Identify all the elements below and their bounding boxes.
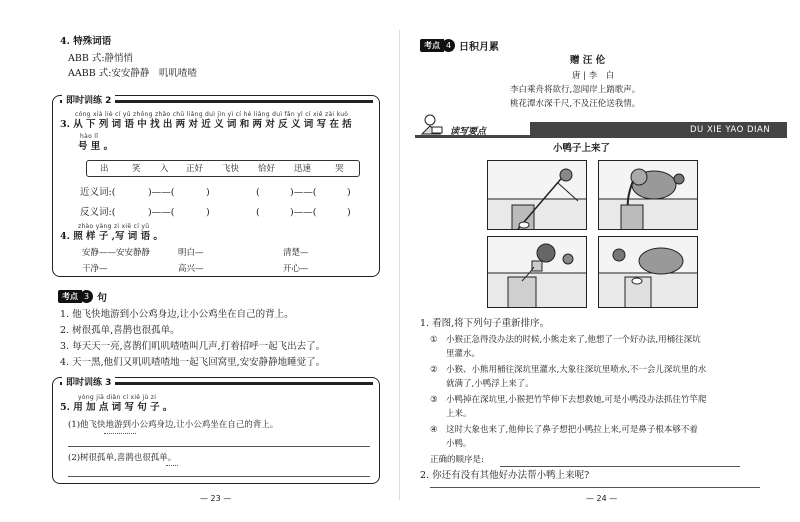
option-4-num: ④ bbox=[430, 425, 438, 435]
example-4: 干净— bbox=[82, 264, 108, 274]
q5-pinyin: yòng jiā diǎn cí xiě jù zi bbox=[78, 394, 157, 401]
order-label: 正确的顺序是: bbox=[430, 455, 484, 465]
antonym-pair-2-close: ) bbox=[347, 207, 351, 218]
option-1-num: ① bbox=[430, 335, 438, 345]
word-5: 飞快 bbox=[222, 164, 240, 174]
q3-question-2: 号 里 。 bbox=[78, 141, 114, 152]
word-3: 入 bbox=[160, 164, 169, 174]
poem-line-1: 李白乘舟将欲行,忽闻岸上踏歌声。 bbox=[510, 85, 641, 95]
banner-english: DU XIE YAO DIAN bbox=[690, 125, 771, 135]
kaodian-label: 考点 bbox=[420, 39, 444, 52]
answer-line-2[interactable] bbox=[68, 476, 370, 477]
q5-item-2: (2)树很孤单,喜鹊也很孤单。 bbox=[68, 453, 177, 463]
aabb-example: AABB 式:安安静静 叽叽喳喳 bbox=[68, 68, 197, 79]
poem-author: 唐 | 李 白 bbox=[572, 71, 615, 81]
story-title: 小鸭子上来了 bbox=[553, 143, 611, 154]
drill-2-tag: 即时训练 2 bbox=[62, 93, 115, 106]
q4-question: 4. 照 样 子 ,写 词 语 。 bbox=[60, 231, 163, 242]
kaodian-title: 日积月累 bbox=[459, 41, 499, 53]
option-2-line-1: 小猴、小熊用桶往深坑里灌水,大象往深坑里喷水,不一会儿深坑里的水 bbox=[446, 365, 707, 375]
emphasis-dots-2 bbox=[166, 465, 178, 466]
option-3-line-1: 小鸭掉在深坑里,小猴把竹竿伸下去想救她,可是小鸭没办法抓住竹竿爬 bbox=[446, 395, 707, 405]
option-1-line-1: 小猴正急得没办法的时候,小熊走来了,他想了一个好办法,用桶往深坑 bbox=[446, 335, 701, 345]
synonym-pair-1-mid: )——( bbox=[148, 187, 175, 198]
sentence-2: 2. 树很孤单,喜鹊也很孤单。 bbox=[60, 325, 180, 336]
reading-child-icon bbox=[418, 112, 446, 136]
q5-item-1: (1)他飞快地游到小公鸡身边,让小公鸡坐在自己的背上。 bbox=[68, 420, 279, 430]
kaodian-3-header bbox=[58, 289, 107, 303]
word-6: 恰好 bbox=[258, 164, 276, 174]
antonym-pair-1-close: ) bbox=[206, 207, 210, 218]
q3-pinyin-2: hào lǐ bbox=[80, 133, 99, 140]
synonym-pair-2-open: ( bbox=[256, 187, 260, 198]
antonym-label: 反义词:( bbox=[80, 207, 116, 218]
monkey-pole-illustration bbox=[488, 161, 587, 230]
option-2-num: ② bbox=[430, 365, 438, 375]
page-number-right: — 24 — bbox=[586, 494, 618, 503]
poem-title: 赠 汪 伦 bbox=[570, 55, 606, 66]
option-3-line-2: 上来。 bbox=[446, 409, 472, 419]
example-6: 开心— bbox=[283, 264, 309, 274]
kaodian-number: 3 bbox=[80, 290, 93, 303]
page-number-left: — 23 — bbox=[200, 494, 232, 503]
q3-question: 3. 从 下 列 词 语 中 找 出 两 对 近 义 词 和 两 对 反 义 词 写 在 括 bbox=[60, 119, 352, 130]
option-2-line-2: 就满了,小鸭浮上来了。 bbox=[446, 379, 534, 389]
question-2: 2. 你还有没有其他好办法帮小鸭上来呢? bbox=[420, 470, 590, 481]
antonym-pair-2-open: ( bbox=[256, 207, 260, 218]
word-4: 正好 bbox=[186, 164, 204, 174]
word-1: 出 bbox=[100, 164, 109, 174]
option-1-line-2: 里灌水。 bbox=[446, 349, 481, 359]
synonym-pair-2-mid: )——( bbox=[290, 187, 317, 198]
sentence-3: 3. 每天天一亮,喜鹊们叽叽喳喳叫几声,打着招呼一起飞出去了。 bbox=[60, 341, 326, 352]
bear-bucket-illustration bbox=[488, 237, 587, 308]
q4-pinyin: zhào yàng zi xiě cí yǔ bbox=[78, 223, 150, 230]
example-5: 高兴— bbox=[178, 264, 204, 274]
kaodian-number: 4 bbox=[442, 39, 455, 52]
antonym-pair-1-mid: )——( bbox=[148, 207, 175, 218]
q3-pinyin: cóng xià liè cí yǔ zhōng zhǎo chū liǎng duì jìn yì cí hé liǎng duì fǎn yì cí xiě zài kuò bbox=[75, 111, 349, 118]
word-2: 笑 bbox=[132, 164, 141, 174]
example-3: 清楚— bbox=[283, 248, 309, 258]
word-7: 迅速 bbox=[294, 164, 312, 174]
synonym-pair-2-close: ) bbox=[347, 187, 351, 198]
picture-panel-4 bbox=[598, 236, 698, 308]
order-answer-line[interactable] bbox=[500, 466, 740, 467]
picture-panel-3 bbox=[487, 236, 587, 308]
option-4-line-2: 小鸭。 bbox=[446, 439, 472, 449]
option-3-num: ③ bbox=[430, 395, 438, 405]
abb-example: ABB 式:静悄悄 bbox=[68, 53, 134, 64]
duck-rescued-illustration bbox=[599, 237, 698, 308]
elephant-trunk-illustration bbox=[599, 161, 698, 230]
example-1: 安静——安安静静 bbox=[82, 248, 151, 258]
question-2-answer-line[interactable] bbox=[430, 487, 760, 488]
antonym-pair-2-mid: )——( bbox=[290, 207, 317, 218]
example-2: 明白— bbox=[178, 248, 204, 258]
question-1: 1. 看图,将下列句子重新排序。 bbox=[420, 318, 550, 329]
synonym-pair-1-close: ) bbox=[206, 187, 210, 198]
picture-panel-1 bbox=[487, 160, 587, 230]
word-8: 哭 bbox=[335, 164, 344, 174]
answer-line-1[interactable] bbox=[68, 446, 370, 447]
sentence-1: 1. 他飞快地游到小公鸡身边,让小公鸡坐在自己的背上。 bbox=[60, 309, 294, 320]
q5-question: 5. 用 加 点 词 写 句 子 。 bbox=[60, 402, 173, 413]
kaodian-4-header bbox=[420, 38, 499, 52]
synonym-label: 近义词:( bbox=[80, 187, 116, 198]
drill-3-tag: 即时训练 3 bbox=[62, 375, 115, 388]
picture-panel-2 bbox=[598, 160, 698, 230]
sentence-4: 4. 天一黑,他们又叽叽喳喳地一起飞回窝里,安安静静地睡觉了。 bbox=[60, 357, 326, 368]
poem-line-2: 桃花潭水深千尺,不及汪伦送我情。 bbox=[510, 99, 641, 109]
special-words-heading: 4. 特殊词语 bbox=[60, 36, 112, 47]
banner-title: 读写要点 bbox=[450, 127, 487, 137]
kaodian-label: 考点 bbox=[58, 290, 82, 303]
emphasis-dots-1 bbox=[104, 433, 136, 434]
kaodian-title: 句 bbox=[97, 292, 107, 304]
option-4-line-1: 这时大象也来了,他伸长了鼻子想把小鸭拉上来,可是鼻子根本够不着 bbox=[446, 425, 698, 435]
